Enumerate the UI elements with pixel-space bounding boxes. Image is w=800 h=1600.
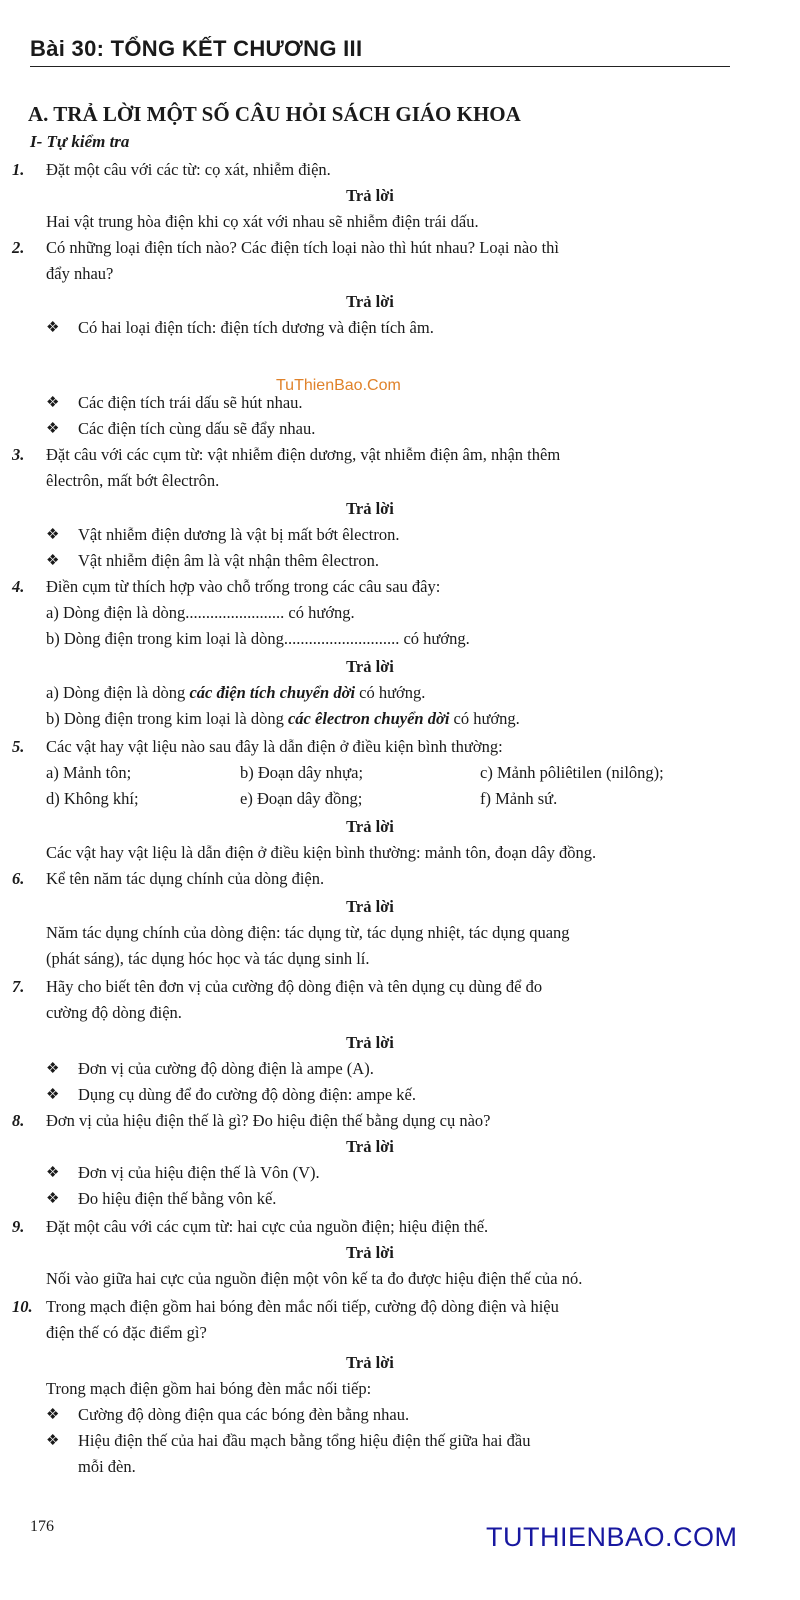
question-text: Đặt một câu với các từ: cọ xát, nhiễm điện. xyxy=(46,160,331,179)
question-text: Có những loại điện tích nào? Các điện tích loại nào thì hút nhau? Loại nào thì xyxy=(46,238,559,257)
diamond-bullet-icon: ❖ xyxy=(46,527,60,543)
option: b) Đoạn dây nhựa; xyxy=(240,763,364,782)
bullet-text: Cường độ dòng điện qua các bóng đèn bằng nhau. xyxy=(78,1405,410,1424)
chapter-title: Bài 30: TỔNG KẾT CHƯƠNG III xyxy=(30,36,363,61)
bullet-text: Đơn vị của cường độ dòng điện là ampe (A). xyxy=(78,1059,374,1078)
question-text: Kể tên năm tác dụng chính của dòng điện. xyxy=(46,869,325,888)
answer-text: Các vật hay vật liệu là dẫn điện ở điều kiện bình thường: mảnh tôn, đoạn dây đồng. xyxy=(46,843,597,862)
question-number: 1. xyxy=(12,160,25,179)
diamond-bullet-icon: ❖ xyxy=(46,553,60,569)
diamond-bullet-icon: ❖ xyxy=(46,421,60,437)
answer-text: Trong mạch điện gồm hai bóng đèn mắc nối tiếp: xyxy=(46,1379,372,1398)
answer-label: Trả lời xyxy=(346,186,394,205)
watermark: TuThienBao.Com xyxy=(276,377,401,394)
question-text: Đơn vị của hiệu điện thế là gì? Đo hiệu điện thế bằng dụng cụ nào? xyxy=(46,1111,491,1130)
answer-text-post: có hướng. xyxy=(449,709,520,728)
question-number: 9. xyxy=(12,1217,25,1236)
question-text: Hãy cho biết tên đơn vị của cường độ dòng điện và tên dụng cụ dùng để đo xyxy=(46,977,543,996)
bullet-text: Vật nhiễm điện dương là vật bị mất bớt êlectron. xyxy=(78,525,400,544)
question-number: 6. xyxy=(12,869,25,888)
bullet-text: mỗi đèn. xyxy=(78,1457,136,1476)
page-number: 176 xyxy=(30,1518,54,1535)
question-number: 8. xyxy=(12,1111,25,1130)
question-number: 7. xyxy=(12,977,25,996)
bullet-text: Các điện tích trái dấu sẽ hút nhau. xyxy=(78,393,303,412)
question-text: a) Dòng điện là dòng........................ có hướng. xyxy=(46,603,355,622)
bullet-text: Có hai loại điện tích: điện tích dương và điện tích âm. xyxy=(78,318,434,337)
question-text: Các vật hay vật liệu nào sau đây là dẫn điện ở điều kiện bình thường: xyxy=(46,737,503,756)
bullet-text: Đơn vị của hiệu điện thế là Vôn (V). xyxy=(78,1163,320,1182)
question-text: đẩy nhau? xyxy=(46,264,114,283)
chapter-divider xyxy=(30,66,730,67)
option: d) Không khí; xyxy=(46,789,139,808)
answer-text: Nối vào giữa hai cực của nguồn điện một vôn kế ta đo được hiệu điện thế của nó. xyxy=(46,1269,583,1288)
answer-label: Trả lời xyxy=(346,1353,394,1372)
diamond-bullet-icon: ❖ xyxy=(46,1433,60,1449)
footer-brand: TUTHIENBAO.COM xyxy=(486,1522,738,1552)
question-number: 4. xyxy=(12,577,25,596)
answer-label: Trả lời xyxy=(346,657,394,676)
bullet-text: Các điện tích cùng dấu sẽ đẩy nhau. xyxy=(78,419,316,438)
answer-label: Trả lời xyxy=(346,1137,394,1156)
question-number: 10. xyxy=(12,1297,33,1316)
answer-text xyxy=(46,706,520,732)
option: c) Mảnh pôliêtilen (nilông); xyxy=(480,763,664,782)
answer-emphasis: các êlectron chuyển dời xyxy=(287,709,450,728)
option: f) Mảnh sứ. xyxy=(480,789,558,808)
question-text: cường độ dòng điện. xyxy=(46,1003,182,1022)
option: a) Mảnh tôn; xyxy=(46,763,132,782)
diamond-bullet-icon: ❖ xyxy=(46,395,60,411)
answer-label: Trả lời xyxy=(346,1243,394,1262)
section-heading: A. TRẢ LỜI MỘT SỐ CÂU HỎI SÁCH GIÁO KHOA xyxy=(28,102,521,126)
question-number: 3. xyxy=(12,445,25,464)
question-text: êlectrôn, mất bớt êlectrôn. xyxy=(46,471,220,490)
question-number: 2. xyxy=(12,238,25,257)
answer-text-pre: a) Dòng điện là dòng xyxy=(46,683,190,702)
answer-text: (phát sáng), tác dụng hóc học và tác dụng sinh lí. xyxy=(46,949,370,968)
bullet-text: Hiệu điện thế của hai đầu mạch bằng tổng hiệu điện thế giữa hai đầu xyxy=(78,1431,531,1450)
question-text: điện thế có đặc điểm gì? xyxy=(46,1323,207,1342)
question-text: Điền cụm từ thích hợp vào chỗ trống trong các câu sau đây: xyxy=(46,577,441,596)
option: e) Đoạn dây đồng; xyxy=(240,789,363,808)
question-number: 5. xyxy=(12,737,25,756)
answer-label: Trả lời xyxy=(346,1033,394,1052)
bullet-text: Đo hiệu điện thế bằng vôn kế. xyxy=(78,1189,277,1208)
answer-text-pre: b) Dòng điện trong kim loại là dòng xyxy=(46,709,288,728)
answer-label: Trả lời xyxy=(346,292,394,311)
answer-text xyxy=(46,680,425,706)
diamond-bullet-icon: ❖ xyxy=(46,1191,60,1207)
answer-text-post: có hướng. xyxy=(355,683,426,702)
answer-text: Năm tác dụng chính của dòng điện: tác dụng từ, tác dụng nhiệt, tác dụng quang xyxy=(46,923,570,942)
answer-label: Trả lời xyxy=(346,499,394,518)
answer-label: Trả lời xyxy=(346,897,394,916)
question-text: Đặt một câu với các cụm từ: hai cực của nguồn điện; hiệu điện thế. xyxy=(46,1217,489,1236)
diamond-bullet-icon: ❖ xyxy=(46,1165,60,1181)
question-text: Đặt câu với các cụm từ: vật nhiễm điện dương, vật nhiễm điện âm, nhận thêm xyxy=(46,445,561,464)
diamond-bullet-icon: ❖ xyxy=(46,1407,60,1423)
bullet-text: Vật nhiễm điện âm là vật nhận thêm êlectron. xyxy=(78,551,380,570)
answer-emphasis: các điện tích chuyển dời xyxy=(189,683,356,702)
diamond-bullet-icon: ❖ xyxy=(46,1087,60,1103)
subheading: I- Tự kiểm tra xyxy=(30,132,130,151)
answer-label: Trả lời xyxy=(346,817,394,836)
diamond-bullet-icon: ❖ xyxy=(46,320,60,336)
question-text: Trong mạch điện gồm hai bóng đèn mắc nối tiếp, cường độ dòng điện và hiệu xyxy=(46,1297,559,1316)
question-text: b) Dòng điện trong kim loại là dòng............................ có hướng. xyxy=(46,629,470,648)
diamond-bullet-icon: ❖ xyxy=(46,1061,60,1077)
answer-text: Hai vật trung hòa điện khi cọ xát với nhau sẽ nhiễm điện trái dấu. xyxy=(46,212,479,231)
bullet-text: Dụng cụ dùng để đo cường độ dòng điện: ampe kế. xyxy=(78,1085,416,1104)
